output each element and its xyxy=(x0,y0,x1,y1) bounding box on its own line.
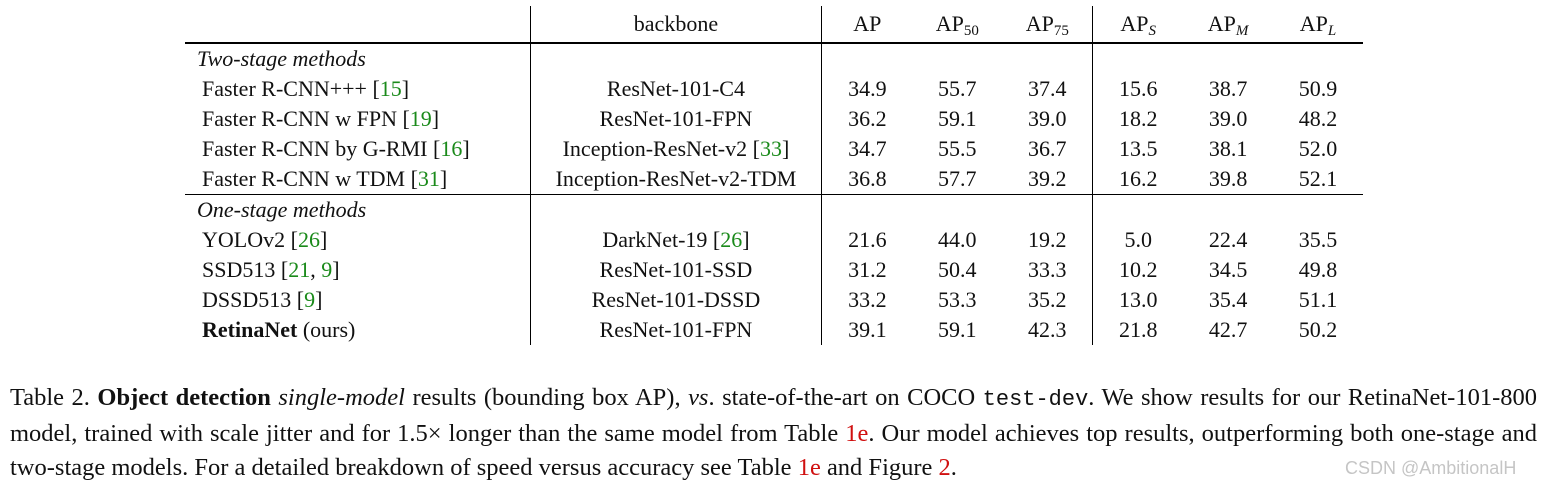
method-name: Faster R-CNN by G-RMI [16] xyxy=(185,134,530,164)
metric-value: 57.7 xyxy=(938,166,977,191)
metric-value: 42.7 xyxy=(1208,317,1248,342)
metric-value: 50.4 xyxy=(938,257,977,282)
backbone-name: ResNet-101-FPN xyxy=(530,315,822,345)
metric-value: 22.4 xyxy=(1208,227,1248,252)
citation-link[interactable]: 26 xyxy=(720,227,743,252)
backbone-name: ResNet-101-FPN xyxy=(530,104,822,134)
method-name: Faster R-CNN w FPN [19] xyxy=(185,104,530,134)
citation-link[interactable]: 9 xyxy=(304,287,316,312)
metric-value: 52.1 xyxy=(1298,166,1338,191)
table-row xyxy=(185,225,1363,255)
metric-value: 18.2 xyxy=(1118,106,1158,131)
figure-link[interactable]: 2 xyxy=(938,454,951,481)
backbone-name: ResNet-101-SSD xyxy=(530,255,822,285)
metric-value: 34.7 xyxy=(848,136,887,161)
citation-link[interactable]: 19 xyxy=(409,106,432,131)
metric-value: 42.3 xyxy=(1002,315,1093,345)
metric-value: 55.5 xyxy=(938,136,977,161)
header-ap75: $AP_{75}$ xyxy=(1002,6,1093,43)
backbone-name: Inception-ResNet-v2 [33] xyxy=(530,134,822,164)
metric-value: 38.1 xyxy=(1208,136,1248,161)
table-row xyxy=(185,255,1363,285)
metric-value: 16.2 xyxy=(1118,166,1158,191)
table-link[interactable]: 1e xyxy=(797,454,821,481)
metric-value: 5.0 xyxy=(1124,227,1152,252)
metric-value: 39.2 xyxy=(1002,164,1093,195)
metric-value: 35.5 xyxy=(1298,227,1338,252)
table-row xyxy=(185,74,1363,104)
header-apm: $AP_M$ xyxy=(1183,6,1273,43)
table-row xyxy=(185,315,1363,345)
metric-value: 35.2 xyxy=(1002,285,1093,315)
header-apl: $AP_L$ xyxy=(1273,6,1363,43)
metric-value: 49.8 xyxy=(1298,257,1338,282)
header-ap50: $AP_{50}$ xyxy=(912,6,1002,43)
table-row xyxy=(185,285,1363,315)
metric-value: 52.0 xyxy=(1298,136,1338,161)
metric-value: 10.2 xyxy=(1118,257,1158,282)
metric-value: 34.9 xyxy=(848,76,887,101)
method-name: RetinaNet (ours) xyxy=(185,315,530,345)
method-name: SSD513 [21, 9] xyxy=(185,255,530,285)
header-method xyxy=(185,6,530,43)
metric-value: 53.3 xyxy=(938,287,977,312)
citation-link[interactable]: 15 xyxy=(379,76,402,101)
backbone-name: ResNet-101-C4 xyxy=(530,74,822,104)
header-aps: $AP_S$ xyxy=(1093,6,1183,43)
metric-value: 34.5 xyxy=(1208,257,1248,282)
table-body xyxy=(185,43,1363,345)
citation-link[interactable]: 9 xyxy=(321,257,333,282)
table-row xyxy=(185,134,1363,164)
metric-value: 19.2 xyxy=(1002,225,1093,255)
metric-value: 39.0 xyxy=(1002,104,1093,134)
method-name: Faster R-CNN+++ [15] xyxy=(185,74,530,104)
citation-link[interactable]: 31 xyxy=(417,166,440,191)
section-row xyxy=(185,195,1363,226)
header-ap: AP xyxy=(822,6,912,43)
metric-value: 59.1 xyxy=(938,106,977,131)
section-title: Two-stage methods xyxy=(185,43,530,74)
metric-value: 21.8 xyxy=(1118,317,1158,342)
metric-value: 21.6 xyxy=(848,227,887,252)
metric-value: 35.4 xyxy=(1208,287,1248,312)
table-caption: Table 2. Object detection single-model results (bounding box AP), vs. state-of-the-art on COCO test-dev. We show results for our RetinaNet-101-800 model, trained with scale jitter and for 1.5× longer than the same model from Table 1e. Our model achieves top results, outperforming both one-stage and two-stage models. For a detailed breakdown of speed versus accuracy see Table 1e and Figure 2. xyxy=(10,384,1538,481)
method-name: Faster R-CNN w TDM [31] xyxy=(185,164,530,195)
table-row xyxy=(185,104,1363,134)
metric-value: 33.3 xyxy=(1002,255,1093,285)
metric-value: 36.2 xyxy=(848,106,887,131)
citation-link[interactable]: 26 xyxy=(297,227,320,252)
section-title: One-stage methods xyxy=(185,195,530,226)
metric-value: 55.7 xyxy=(938,76,977,101)
metric-value: 39.8 xyxy=(1208,166,1248,191)
metric-value: 48.2 xyxy=(1298,106,1338,131)
metric-value: 36.8 xyxy=(848,166,887,191)
method-name: YOLOv2 [26] xyxy=(185,225,530,255)
backbone-name: Inception-ResNet-v2-TDM xyxy=(530,164,822,195)
metric-value: 37.4 xyxy=(1002,74,1093,104)
citation-link[interactable]: 33 xyxy=(759,136,782,161)
table-row xyxy=(185,164,1363,195)
metric-value: 31.2 xyxy=(848,257,887,282)
header-backbone: backbone xyxy=(530,6,822,43)
metric-value: 51.1 xyxy=(1298,287,1338,312)
metric-value: 39.1 xyxy=(848,317,887,342)
metric-value: 36.7 xyxy=(1002,134,1093,164)
metric-value: 44.0 xyxy=(938,227,977,252)
backbone-name: DarkNet-19 [26] xyxy=(530,225,822,255)
citation-link[interactable]: 21 xyxy=(288,257,311,282)
metric-value: 38.7 xyxy=(1208,76,1248,101)
section-row xyxy=(185,43,1363,74)
metric-value: 50.2 xyxy=(1298,317,1338,342)
metric-value: 39.0 xyxy=(1208,106,1248,131)
table-link[interactable]: 1e xyxy=(845,420,869,447)
backbone-name: ResNet-101-DSSD xyxy=(530,285,822,315)
metric-value: 59.1 xyxy=(938,317,977,342)
method-name: DSSD513 [9] xyxy=(185,285,530,315)
citation-link[interactable]: 16 xyxy=(440,136,463,161)
metric-value: 50.9 xyxy=(1298,76,1338,101)
results-table xyxy=(185,6,1363,345)
metric-value: 13.0 xyxy=(1118,287,1158,312)
metric-value: 15.6 xyxy=(1118,76,1158,101)
metric-value: 33.2 xyxy=(848,287,887,312)
watermark: CSDN @AmbitionalH xyxy=(1345,458,1517,478)
metric-value: 13.5 xyxy=(1118,136,1158,161)
table-header-row xyxy=(185,6,1363,43)
